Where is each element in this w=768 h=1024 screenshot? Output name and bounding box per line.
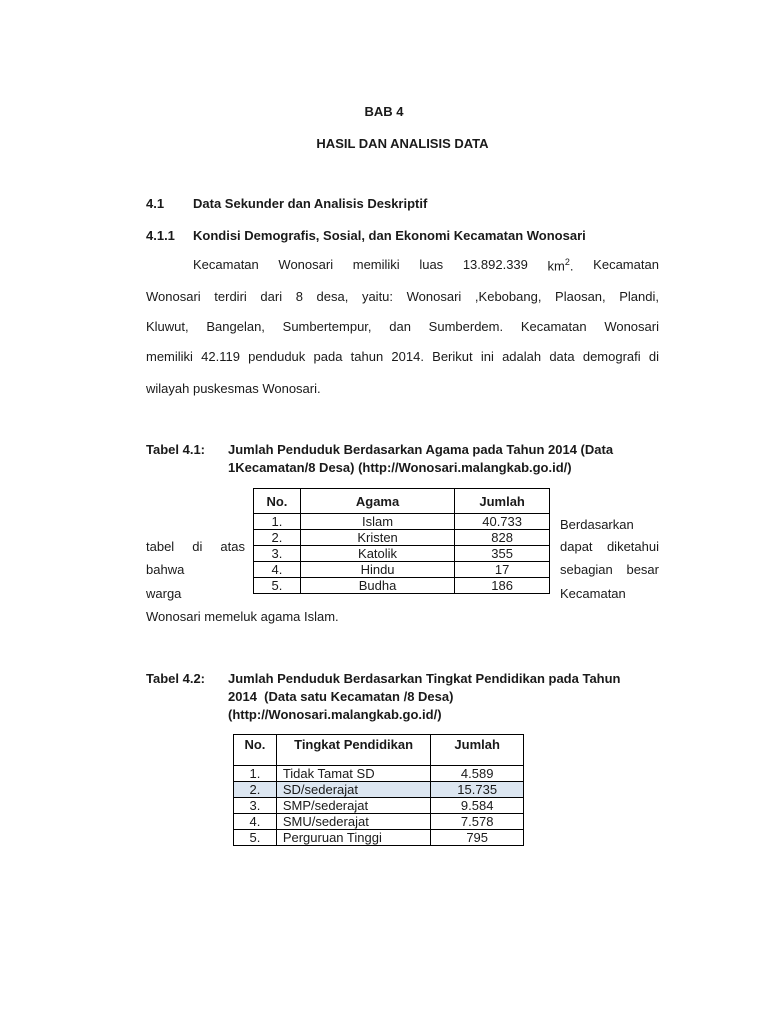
- cell: 17: [455, 562, 550, 578]
- unit: km: [547, 258, 565, 274]
- table2-header-no: No.: [234, 735, 277, 766]
- table-row: [234, 782, 524, 798]
- wrap-left-line3: warga: [146, 586, 182, 601]
- wrap-right-line1: Berdasarkan: [560, 517, 634, 532]
- page-title: HASIL DAN ANALISIS DATA: [316, 136, 489, 151]
- table-row: [234, 798, 524, 814]
- table-row: [234, 830, 524, 846]
- table-row: [254, 578, 550, 594]
- paragraph-line-5: wilayah puskesmas Wonosari.: [146, 381, 321, 396]
- word-with-superscript: [548, 257, 574, 273]
- cell: 1.: [234, 766, 277, 782]
- table2-caption-line3: (http://Wonosari.malangkab.go.id/): [228, 707, 442, 722]
- table-row: [234, 814, 524, 830]
- cell: 5.: [254, 578, 301, 594]
- table1-caption-line2: 1Kecamatan/8 Desa) (http://Wonosari.malangkab.go.id/): [228, 460, 572, 475]
- word: 13.892.339: [462, 257, 528, 272]
- paragraph-line-2: Wonosari terdiri dari 8 desa, yaitu: Wonosari ,Kebobang, Plaosan, Plandi,: [146, 289, 659, 304]
- table1-header-no: No.: [254, 489, 301, 514]
- table-row: [254, 530, 550, 546]
- cell: 355: [455, 546, 550, 562]
- word: luas: [419, 257, 444, 272]
- cell: Budha: [300, 578, 454, 594]
- wrap-right-line2: dapat diketahui: [560, 539, 659, 554]
- table-row: [254, 562, 550, 578]
- cell: 9.584: [431, 798, 524, 814]
- cell: 4.: [254, 562, 301, 578]
- table2-caption-line1: Jumlah Penduduk Berdasarkan Tingkat Pendidikan pada Tahun: [228, 671, 621, 686]
- period: .: [569, 258, 574, 274]
- table1-header-agama: Agama: [300, 489, 454, 514]
- cell: 3.: [254, 546, 301, 562]
- table1-caption-line1: Jumlah Penduduk Berdasarkan Agama pada Tahun 2014 (Data: [228, 442, 614, 457]
- section-number: 4.1: [146, 196, 165, 211]
- table-row: [254, 546, 550, 562]
- paragraph-line-3: Kluwut, Bangelan, Sumbertempur, dan Sumberdem. Kecamatan Wonosari: [146, 319, 659, 334]
- cell: 7.578: [431, 814, 524, 830]
- section-title: Data Sekunder dan Analisis Deskriptif: [193, 196, 428, 211]
- cell: 4.589: [431, 766, 524, 782]
- paragraph-line-4: memiliki 42.119 penduduk pada tahun 2014. Berikut ini adalah data demografi di: [146, 349, 659, 364]
- word: memiliki: [352, 257, 400, 272]
- superscript: 2: [564, 257, 570, 267]
- word: tabel: [146, 539, 175, 554]
- cell: 4.: [234, 814, 277, 830]
- table-row: [254, 514, 550, 530]
- subsection-title: Kondisi Demografis, Sosial, dan Ekonomi Kecamatan Wonosari: [193, 228, 586, 243]
- wrap-left-line1: [146, 539, 245, 554]
- cell: SMU/sederajat: [276, 814, 431, 830]
- cell: SD/sederajat: [276, 782, 431, 798]
- cell: Islam: [300, 514, 454, 530]
- cell: Kristen: [300, 530, 454, 546]
- cell: Katolik: [300, 546, 454, 562]
- subsection-number: 4.1.1: [146, 228, 175, 243]
- table1-label: Tabel 4.1:: [146, 442, 206, 457]
- table2-label: Tabel 4.2:: [146, 671, 206, 686]
- table-row: [234, 766, 524, 782]
- table2-header-jumlah: Jumlah: [431, 735, 524, 766]
- cell: 3.: [234, 798, 277, 814]
- cell: 2.: [254, 530, 301, 546]
- table-pendidikan: [233, 734, 524, 846]
- cell: 2.: [234, 782, 277, 798]
- cell: Tidak Tamat SD: [276, 766, 431, 782]
- table2-header-tingkat: Tingkat Pendidikan: [276, 735, 431, 766]
- cell: SMP/sederajat: [276, 798, 431, 814]
- cell: Perguruan Tinggi: [276, 830, 431, 846]
- table-agama: [253, 488, 550, 594]
- cell: 1.: [254, 514, 301, 530]
- cell: 186: [455, 578, 550, 594]
- cell: 795: [431, 830, 524, 846]
- cell: 15.735: [431, 782, 524, 798]
- word: Kecamatan: [193, 257, 259, 272]
- wrap-left-line2: bahwa: [146, 562, 185, 577]
- cell: 828: [455, 530, 550, 546]
- chapter-heading: BAB 4: [364, 104, 404, 119]
- word: atas: [220, 539, 245, 554]
- word: Wonosari: [278, 257, 334, 272]
- word: di: [192, 539, 203, 554]
- wrap-last-line: Wonosari memeluk agama Islam.: [146, 609, 339, 624]
- wrap-right-line3: sebagian besar: [560, 562, 659, 577]
- table2-caption-line2: 2014 (Data satu Kecamatan /8 Desa): [228, 689, 454, 704]
- cell: Hindu: [300, 562, 454, 578]
- wrap-right-line4: Kecamatan: [560, 586, 626, 601]
- paragraph-line-1: [193, 257, 659, 273]
- word: Kecamatan: [593, 257, 659, 272]
- table1-header-jumlah: Jumlah: [455, 489, 550, 514]
- cell: 5.: [234, 830, 277, 846]
- cell: 40.733: [455, 514, 550, 530]
